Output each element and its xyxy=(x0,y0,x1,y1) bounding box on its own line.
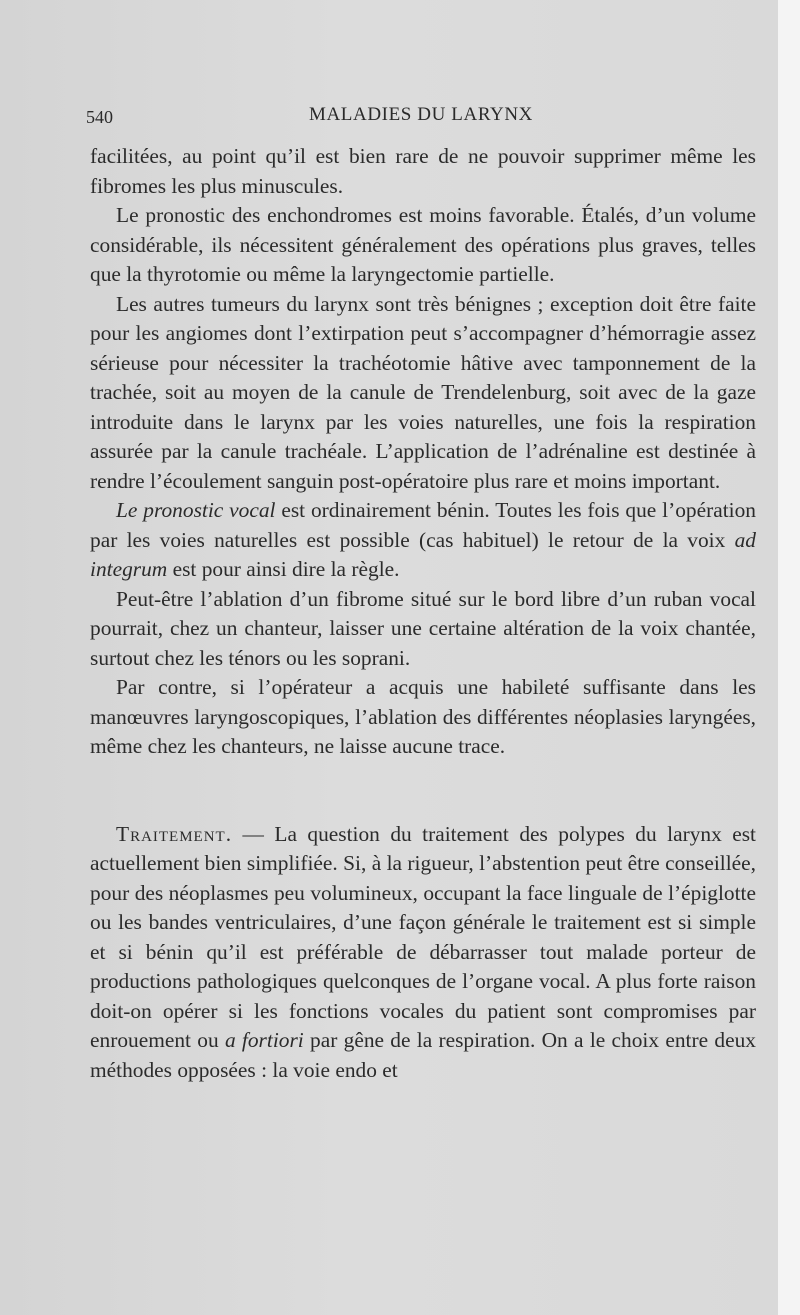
italic-text: Le pronostic vocal xyxy=(116,498,276,522)
italic-text: ad integrum xyxy=(90,527,756,581)
body-text xyxy=(90,142,756,1085)
text-segment: est ordinairement bénin. Toutes les fois que l’opération par les voies naturelles est possible (cas habituel) le retour de la voix xyxy=(90,498,756,552)
paragraph xyxy=(90,496,756,585)
paragraph xyxy=(90,142,756,201)
text-segment: par gêne de la respiration. On a le choix entre deux méthodes opposées : la voie endo et xyxy=(90,1028,756,1082)
paragraph xyxy=(90,201,756,290)
text-segment: Peut-être l’ablation d’un fibrome situé sur le bord libre d’un ruban vocal pourrait, chez un chanteur, laisser une certaine altération de la voix chantée, surtout chez les ténors ou les soprani. xyxy=(90,586,756,670)
text-segment: Par contre, si l’opérateur a acquis une habileté suffisante dans les manœuvres laryngoscopiques, l’ablation des différentes néoplasies laryngées, même chez les chanteurs, ne laisse aucune trace. xyxy=(90,675,756,758)
paragraph xyxy=(90,820,756,1086)
running-head: MALADIES DU LARYNX xyxy=(308,104,534,125)
paragraph xyxy=(90,673,756,762)
text-segment: est pour ainsi dire la règle. xyxy=(167,557,400,581)
page-number: 540 xyxy=(86,107,113,127)
paragraph xyxy=(90,585,756,674)
page-margin xyxy=(778,0,800,1315)
text-segment: Les autres tumeurs du larynx sont très bénignes ; exception doit être faite pour les angiomes dont l’extirpation peut s’accompagner d’hémorragie assez sérieuse pour nécessiter la trachéotomie hâtive avec tamponnement de la trachée, soit au moyen de la canule de Trendelenburg, soit avec de la gaze introduite dans le larynx par les voies naturelles, une fois la respiration assurée par la canule trachéale. L’application de l’adrénaline est destinée à rendre l’écoulement sanguin post-opératoire plus rare et moins important. xyxy=(90,291,756,493)
paragraph xyxy=(90,290,756,497)
text-segment: Le pronostic des enchondromes est moins favorable. Étalés, d’un volume considérable, ils nécessitent généralement des opérations plus graves, telles que la thyrotomie ou même la laryngectomie partielle. xyxy=(90,203,756,286)
section-heading: Traitement. xyxy=(116,821,233,846)
text-segment: facilitées, au point qu’il est bien rare de ne pouvoir supprimer même les fibromes les plus minuscules. xyxy=(90,144,756,198)
section-gap xyxy=(90,762,756,820)
page-header xyxy=(86,104,756,130)
italic-text: a fortiori xyxy=(224,1028,304,1052)
text-segment: — La question du traitement des polypes du larynx est actuellement bien simplifiée. Si, à la rigueur, l’abstention peut être conseillée, pour des néoplasmes peu volumineux, occupant la face linguale de l’épiglotte ou les bandes ventriculaires, d’une façon générale le traitement est si simple et si bénin qu’il est préférable de débarrasser tout malade porteur de productions pathologiques quelconques de l’organe vocal. A plus forte raison doit-on opérer si les fonctions vocales du patient sont compromises par enrouement ou xyxy=(90,821,756,1052)
